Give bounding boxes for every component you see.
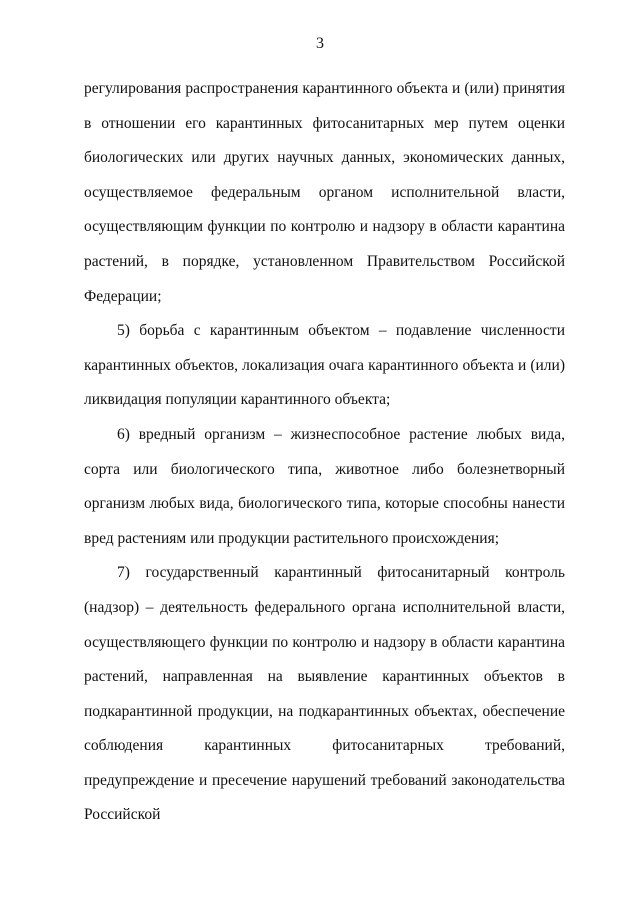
paragraph-item-6: 6) вредный организм – жизнеспособное растение любых вида, сорта или биологического типа, животное либо болезнетворный организм любых вида, биологического типа, которые способны нанести вред растениям или продукции растительного происхождения;	[84, 425, 565, 547]
paragraph-item-7: 7) государственный карантинный фитосанитарный контроль (надзор) – деятельность федерального органа исполнительной власти, осуществляющего функции по контролю и надзору в области карантина растений, направленная на выявление карантинных объектов в подкарантинной продукции, на подкарантинных объектах, обеспечение соблюдения карантинных фитосанитарных требований, предупреждение и пресечение нарушений требований законодательства Российской	[84, 564, 565, 824]
paragraph-continuation: регулирования распространения карантинного объекта и (или) принятия в отношении его карантинных фитосанитарных мер путем оценки биологических или других научных данных, экономических данных, осуществляемое федеральным органом исполнительной власти, осуществляющим функции по контролю и надзору в области карантина растений, в порядке, установленном Правительством Российской Федерации;	[84, 80, 565, 305]
page-number: 3	[316, 35, 324, 52]
document-body	[84, 72, 565, 833]
paragraph-item-5: 5) борьба с карантинным объектом – подавление численности карантинных объектов, локализация очага карантинного объекта и (или) ликвидация популяции карантинного объекта;	[84, 322, 565, 409]
